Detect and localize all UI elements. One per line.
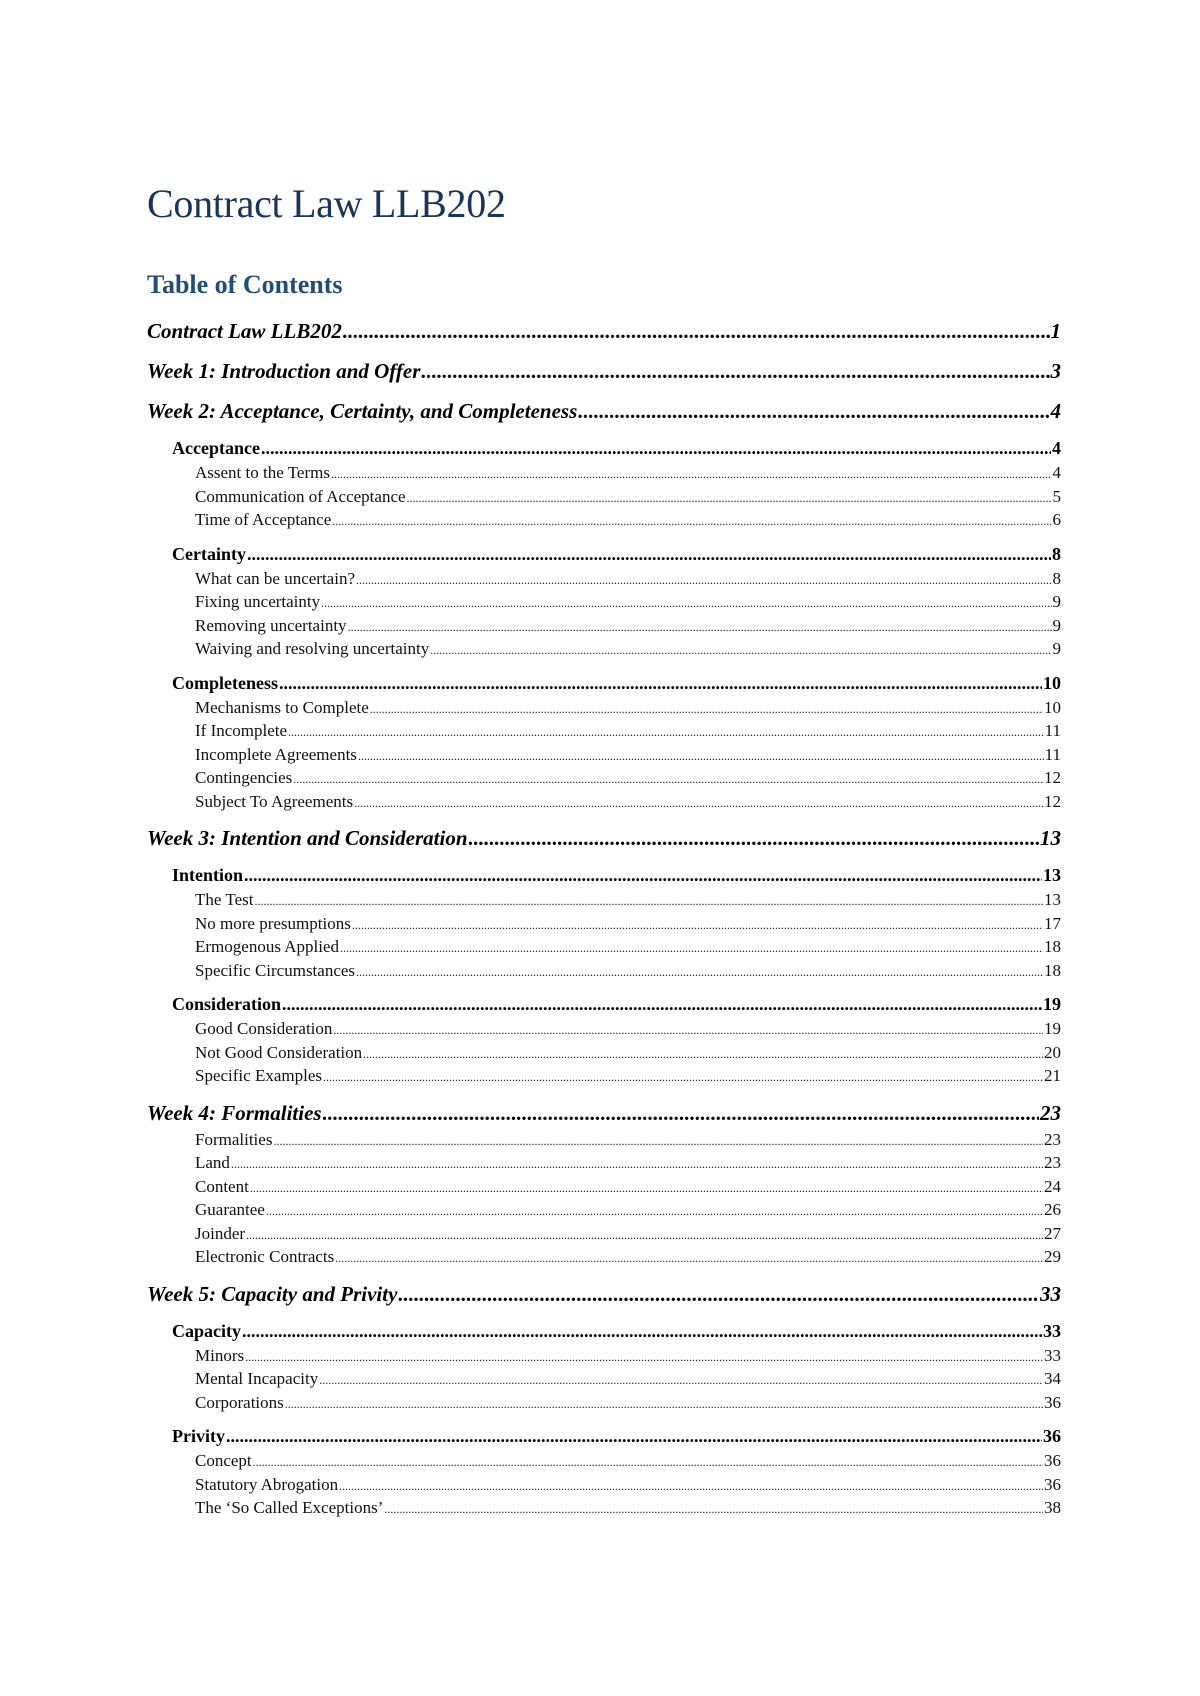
- toc-entry-title: Acceptance: [172, 438, 260, 458]
- toc-entry-page-number: 4: [1052, 438, 1061, 458]
- toc-entry-page-number: 38: [1044, 1498, 1061, 1517]
- toc-entry-level-3[interactable]: [147, 1391, 1061, 1415]
- toc-entry-page-number: 27: [1044, 1223, 1061, 1243]
- toc-entry-level-1[interactable]: [147, 823, 1061, 853]
- toc-dot-leader: [340, 937, 1043, 959]
- toc-entry-level-3[interactable]: [147, 1175, 1061, 1199]
- toc-entry-page-number: 5: [1052, 486, 1061, 506]
- toc-entry-page-number: 19: [1043, 994, 1061, 1014]
- toc-entry-level-3[interactable]: [147, 719, 1061, 743]
- toc-entry-level-3[interactable]: [147, 1041, 1061, 1065]
- toc-entry-page-number: 13: [1040, 826, 1061, 850]
- toc-entry-page-number: 11: [1044, 744, 1061, 764]
- toc-entry-title: If Incomplete: [195, 721, 288, 740]
- toc-entry-title: Subject To Agreements: [195, 791, 354, 811]
- toc-entry-level-1[interactable]: [147, 316, 1061, 346]
- toc-entry-title: Week 2: Acceptance, Certainty, and Completeness: [147, 399, 578, 423]
- toc-entry-level-3[interactable]: [147, 1017, 1061, 1041]
- toc-entry-title: Joinder: [195, 1223, 246, 1243]
- toc-dot-leader: [231, 1153, 1043, 1175]
- toc-dot-leader: [370, 698, 1043, 720]
- toc-entry-title: The ‘So Called Exceptions’: [195, 1498, 384, 1517]
- toc-entry-page-number: 23: [1044, 1129, 1061, 1149]
- toc-entry-page-number: 33: [1043, 1320, 1061, 1341]
- toc-entry-level-3[interactable]: [147, 790, 1061, 814]
- toc-entry-level-1[interactable]: [147, 1279, 1061, 1309]
- toc-entry-level-2[interactable]: [147, 1319, 1061, 1344]
- toc-entry-title: Contract Law LLB202: [147, 319, 342, 343]
- toc-entry-title: Capacity: [172, 1320, 241, 1341]
- toc-entry-level-3[interactable]: [147, 1367, 1061, 1391]
- toc-entry-title: Completeness: [172, 672, 278, 693]
- toc-entry-page-number: 1: [1050, 319, 1061, 343]
- toc-dot-leader: [266, 1200, 1043, 1222]
- toc-entry-title: Communication of Acceptance: [195, 486, 406, 506]
- toc-dot-leader: [273, 1130, 1043, 1152]
- toc-entry-title: Land: [195, 1153, 230, 1172]
- toc-entry-level-3[interactable]: [147, 888, 1061, 912]
- toc-entry-page-number: 26: [1044, 1200, 1061, 1219]
- toc-entry-title: Certainty: [172, 543, 246, 564]
- toc-entry-page-number: 36: [1043, 1426, 1061, 1446]
- toc-entry-page-number: 12: [1044, 768, 1061, 787]
- toc-entry-level-3[interactable]: [147, 461, 1061, 485]
- document-page: [147, 180, 1061, 1520]
- toc-entry-level-3[interactable]: [147, 766, 1061, 790]
- toc-dot-leader: [356, 569, 1052, 591]
- toc-entry-title: No more presumptions: [195, 913, 351, 933]
- toc-dot-leader: [244, 863, 1042, 888]
- toc-dot-leader: [430, 639, 1051, 661]
- toc-entry-page-number: 29: [1044, 1247, 1061, 1266]
- toc-entry-title: Specific Circumstances: [195, 960, 356, 980]
- toc-entry-title: Removing uncertainty: [195, 615, 347, 635]
- toc-entry-level-3[interactable]: [147, 1151, 1061, 1175]
- toc-dot-leader: [321, 592, 1051, 614]
- toc-entry-title: Week 1: Introduction and Offer: [147, 359, 421, 383]
- toc-entry-title: Fixing uncertainty: [195, 592, 321, 611]
- toc-entry-title: Concept: [195, 1451, 252, 1470]
- toc-dot-leader: [226, 1424, 1042, 1449]
- toc-entry-title: Formalities: [195, 1129, 273, 1149]
- toc-entry-page-number: 36: [1044, 1451, 1061, 1470]
- toc-entry-level-3[interactable]: [147, 1245, 1061, 1269]
- toc-dot-leader: [288, 721, 1044, 743]
- toc-entry-level-2[interactable]: [147, 863, 1061, 888]
- toc-entry-page-number: 23: [1044, 1153, 1061, 1172]
- toc-entry-title: Content: [195, 1176, 249, 1196]
- toc-entry-page-number: 4: [1052, 463, 1061, 482]
- toc-entry-level-3[interactable]: [147, 590, 1061, 614]
- toc-entry-page-number: 19: [1044, 1019, 1061, 1038]
- toc-dot-leader: [246, 1224, 1043, 1246]
- toc-entry-title: Guarantee: [195, 1200, 265, 1219]
- toc-dot-leader: [323, 1098, 1039, 1128]
- toc-entry-page-number: 9: [1052, 592, 1061, 611]
- toc-dot-leader: [245, 1346, 1043, 1368]
- toc-entry-title: Waiving and resolving uncertainty: [195, 639, 430, 658]
- toc-entry-level-3[interactable]: [147, 696, 1061, 720]
- toc-heading: Table of Contents: [147, 270, 343, 299]
- toc-dot-leader: [279, 671, 1042, 696]
- toc-entry-title: Privity: [172, 1426, 225, 1446]
- toc-entry-level-3[interactable]: [147, 1064, 1061, 1088]
- toc-entry-page-number: 6: [1052, 510, 1061, 529]
- toc-dot-leader: [282, 992, 1042, 1017]
- toc-entry-title: Intention: [172, 865, 244, 885]
- toc-entry-level-1[interactable]: [147, 356, 1061, 386]
- toc-entry-level-3[interactable]: [147, 1473, 1061, 1497]
- toc-entry-level-3[interactable]: [147, 637, 1061, 661]
- toc-entry-level-3[interactable]: [147, 935, 1061, 959]
- toc-entry-page-number: 12: [1044, 791, 1061, 811]
- toc-dot-leader: [247, 542, 1051, 567]
- toc-dot-leader: [319, 1369, 1043, 1391]
- toc-entry-page-number: 18: [1044, 937, 1061, 956]
- toc-entry-title: The Test: [195, 890, 254, 909]
- toc-entry-title: Mechanisms to Complete: [195, 697, 369, 717]
- toc-entry-level-3[interactable]: [147, 743, 1061, 767]
- toc-entry-level-2[interactable]: [147, 436, 1061, 461]
- toc-entry-title: Week 5: Capacity and Privity: [147, 1281, 398, 1306]
- toc-entry-level-3[interactable]: [147, 1344, 1061, 1368]
- toc-entry-page-number: 13: [1043, 865, 1061, 885]
- toc-entry-page-number: 10: [1043, 672, 1061, 693]
- toc-entry-title: Ermogenous Applied: [195, 937, 340, 956]
- toc-entry-page-number: 33: [1040, 1281, 1061, 1306]
- toc-entry-page-number: 9: [1052, 639, 1061, 658]
- toc-entry-title: Electronic Contracts: [195, 1247, 335, 1266]
- toc-entry-title: Minors: [195, 1345, 245, 1365]
- toc-dot-leader: [354, 792, 1043, 814]
- toc-dot-leader: [332, 510, 1051, 532]
- toc-dot-leader: [343, 316, 1050, 346]
- toc-dot-leader: [421, 356, 1049, 386]
- toc-dot-leader: [250, 1177, 1043, 1199]
- toc-entry-title: Corporations: [195, 1392, 284, 1412]
- toc-dot-leader: [578, 396, 1049, 426]
- toc-entry-title: Incomplete Agreements: [195, 744, 357, 764]
- toc-entry-page-number: 18: [1044, 960, 1061, 980]
- toc-dot-leader: [331, 463, 1052, 485]
- toc-dot-leader: [398, 1279, 1039, 1309]
- toc-entry-level-3[interactable]: [147, 1449, 1061, 1473]
- toc-dot-leader: [333, 1019, 1043, 1041]
- toc-entry-title: Statutory Abrogation: [195, 1474, 339, 1494]
- toc-dot-leader: [253, 1451, 1043, 1473]
- toc-dot-leader: [339, 1475, 1043, 1497]
- toc-dot-leader: [363, 1043, 1043, 1065]
- toc-entry-page-number: 20: [1044, 1042, 1061, 1062]
- toc-entry-level-3[interactable]: [147, 1222, 1061, 1246]
- toc-entry-title: Week 4: Formalities: [147, 1100, 322, 1125]
- toc-dot-leader: [469, 823, 1040, 853]
- table-of-contents: [147, 316, 1061, 1520]
- toc-entry-page-number: 9: [1052, 615, 1061, 635]
- toc-entry-page-number: 33: [1044, 1345, 1061, 1365]
- toc-entry-title: Week 3: Intention and Consideration: [147, 826, 468, 850]
- toc-dot-leader: [261, 436, 1051, 461]
- toc-entry-page-number: 36: [1044, 1474, 1061, 1494]
- toc-dot-leader: [242, 1319, 1042, 1344]
- toc-entry-level-3[interactable]: [147, 959, 1061, 983]
- toc-dot-leader: [384, 1498, 1043, 1520]
- toc-entry-page-number: 8: [1052, 568, 1061, 588]
- toc-entry-title: Not Good Consideration: [195, 1042, 363, 1062]
- toc-entry-page-number: 21: [1044, 1066, 1061, 1085]
- toc-entry-title: Good Consideration: [195, 1019, 333, 1038]
- toc-entry-page-number: 36: [1044, 1392, 1061, 1412]
- toc-dot-leader: [358, 745, 1044, 767]
- toc-entry-page-number: 13: [1044, 890, 1061, 909]
- toc-dot-leader: [323, 1066, 1043, 1088]
- toc-dot-leader: [293, 768, 1043, 790]
- document-title: Contract Law LLB202: [147, 181, 506, 226]
- toc-dot-leader: [335, 1247, 1043, 1269]
- toc-entry-level-3[interactable]: [147, 508, 1061, 532]
- toc-entry-page-number: 3: [1050, 359, 1061, 383]
- toc-entry-title: What can be uncertain?: [195, 568, 355, 588]
- toc-dot-leader: [285, 1393, 1043, 1415]
- toc-dot-leader: [407, 487, 1052, 509]
- toc-entry-level-1[interactable]: [147, 396, 1061, 426]
- toc-entry-level-3[interactable]: [147, 614, 1061, 638]
- toc-entry-page-number: 11: [1044, 721, 1061, 740]
- toc-entry-level-3[interactable]: [147, 1198, 1061, 1222]
- toc-entry-level-1[interactable]: [147, 1098, 1061, 1128]
- toc-entry-page-number: 4: [1050, 399, 1061, 423]
- toc-entry-level-3[interactable]: [147, 1496, 1061, 1520]
- toc-entry-level-2[interactable]: [147, 992, 1061, 1017]
- toc-entry-page-number: 34: [1044, 1369, 1061, 1388]
- toc-entry-title: Consideration: [172, 994, 282, 1014]
- toc-dot-leader: [356, 961, 1043, 983]
- toc-entry-title: Time of Acceptance: [195, 510, 332, 529]
- toc-entry-level-2[interactable]: [147, 542, 1061, 567]
- toc-entry-level-3[interactable]: [147, 912, 1061, 936]
- toc-entry-level-3[interactable]: [147, 567, 1061, 591]
- toc-entry-title: Mental Incapacity: [195, 1369, 319, 1388]
- toc-entry-level-2[interactable]: [147, 671, 1061, 696]
- toc-entry-page-number: 24: [1044, 1176, 1061, 1196]
- toc-entry-page-number: 23: [1040, 1100, 1061, 1125]
- toc-entry-title: Specific Examples: [195, 1066, 322, 1085]
- toc-entry-level-3[interactable]: [147, 485, 1061, 509]
- toc-entry-level-3[interactable]: [147, 1128, 1061, 1152]
- toc-dot-leader: [348, 616, 1052, 638]
- toc-entry-title: Contingencies: [195, 768, 293, 787]
- toc-entry-page-number: 8: [1052, 543, 1061, 564]
- toc-entry-title: Assent to the Terms: [195, 463, 330, 482]
- toc-dot-leader: [254, 890, 1043, 912]
- toc-entry-page-number: 17: [1044, 913, 1061, 933]
- toc-dot-leader: [352, 914, 1043, 936]
- toc-entry-page-number: 10: [1044, 697, 1061, 717]
- toc-entry-level-2[interactable]: [147, 1424, 1061, 1449]
